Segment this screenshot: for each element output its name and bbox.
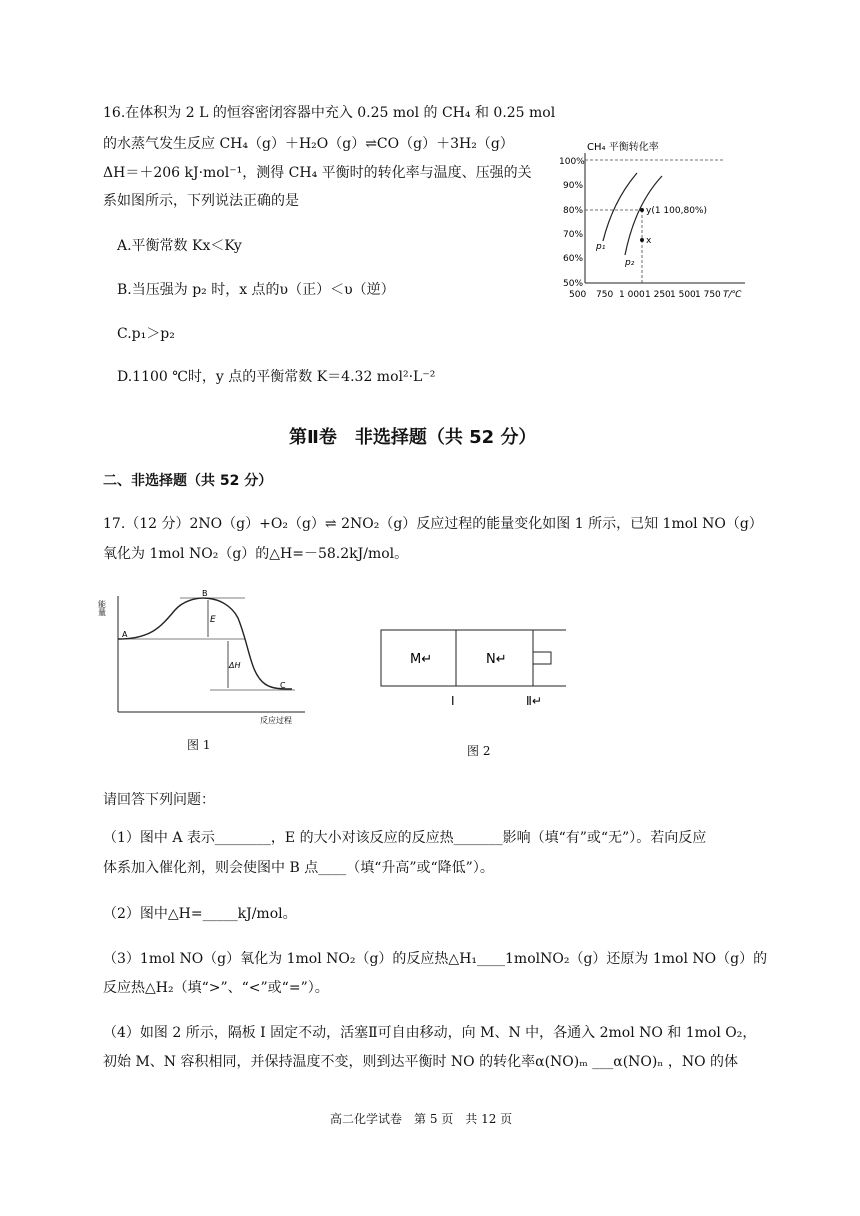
q16-option-d: D.1100 ℃时，y 点的平衡常数 K＝4.32 mol²·L⁻² xyxy=(117,369,436,385)
graph-x-tick: 1 250 xyxy=(645,290,671,300)
graph-y-tick: 100% xyxy=(559,157,585,167)
section-title: 第Ⅱ卷 非选择题（共 52 分） xyxy=(289,427,537,448)
fig1-xlabel: 反应过程 xyxy=(260,716,292,725)
label-dh: ΔH xyxy=(229,661,241,670)
label-b: B xyxy=(202,589,208,598)
graph-y-tick: 50% xyxy=(563,279,584,289)
q17-line2: 氧化为 1mol NO₂（g）的△H=－58.2kJ/mol。 xyxy=(103,546,409,562)
q17-part1-line1: （1）图中 A 表示________，E 的大小对该反应的反应热_______影响（填“有”或“无”）。若向反应 xyxy=(103,830,707,846)
q16-line3: ΔH＝＋206 kJ·mol⁻¹，测得 CH₄ 平衡时的转化率与温度、压强的关 xyxy=(103,165,532,181)
graph-x-tick: 750 xyxy=(596,290,614,300)
point-y xyxy=(640,208,644,212)
graph-x-tick: 1 500 xyxy=(670,290,696,300)
curve-p1-label: p₁ xyxy=(596,242,606,252)
container-diagram xyxy=(378,625,578,715)
point-y-label: y(1 100,80%) xyxy=(646,206,707,216)
piston-rod xyxy=(533,652,551,664)
conversion-graph xyxy=(555,133,760,308)
energy-diagram xyxy=(97,588,315,728)
label-i: I xyxy=(451,694,455,708)
q17-part3-line1: （3）1mol NO（g）氧化为 1mol NO₂（g）的反应热△H₁____1molNO₂（g）还原为 1mol NO（g）的 xyxy=(103,951,768,967)
graph-y-tick: 70% xyxy=(563,230,584,240)
graph-x-tick: 500 xyxy=(569,290,587,300)
graph-x-unit: T/℃ xyxy=(723,290,742,300)
graph-y-tick: 60% xyxy=(563,254,584,264)
energy-curve xyxy=(118,598,292,689)
section-subtitle: 二、非选择题（共 52 分） xyxy=(103,473,273,489)
page-footer: 高二化学试卷 第 5 页 共 12 页 xyxy=(330,1112,513,1126)
curve-p1 xyxy=(603,173,637,241)
q17-part4-line1: （4）如图 2 所示，隔板 I 固定不动，活塞Ⅱ可自由移动，向 M、N 中，各通入 2mol NO 和 1mol O₂， xyxy=(103,1025,757,1041)
q17-part4-line2: 初始 M、N 容积相同，并保持温度不变，则到达平衡时 NO 的转化率α(NO)ₘ ___α(NO)ₙ ，NO 的体 xyxy=(103,1054,739,1070)
q17-part1-line2: 体系加入催化剂，则会使图中 B 点____（填“升高”或“降低”）。 xyxy=(103,860,494,876)
q17-part2: （2）图中△H=_____kJ/mol。 xyxy=(103,906,297,922)
graph-x-tick: 1 000 xyxy=(619,290,645,300)
q17-part3-line2: 反应热△H₂（填“>”、“<”或“=”）。 xyxy=(103,980,329,996)
fig1-caption: 图 1 xyxy=(187,738,211,752)
q17-line1: 17.（12 分）2NO（g）+O₂（g）⇌ 2NO₂（g）反应过程的能量变化如图 1 所示，已知 1mol NO（g） xyxy=(103,516,763,532)
curve-p2-label: p₂ xyxy=(625,258,635,268)
label-c: C xyxy=(280,681,286,690)
q16-option-a: A.平衡常数 Kx＜Ky xyxy=(117,238,242,254)
graph-title: CH₄ 平衡转化率 xyxy=(587,142,659,153)
label-ii: Ⅱ↵ xyxy=(526,694,542,708)
label-m: M↵ xyxy=(410,652,433,667)
q16-option-b: B.当压强为 p₂ 时，x 点的υ（正）＜υ（逆） xyxy=(117,282,395,298)
fig2-caption: 图 2 xyxy=(467,744,491,758)
graph-x-tick: 1 750 xyxy=(695,290,721,300)
q16-option-c: C.p₁＞p₂ xyxy=(117,326,175,342)
q16-line4: 系如图所示，下列说法正确的是 xyxy=(103,193,299,209)
label-n: N↵ xyxy=(486,652,507,667)
q16-line2: 的水蒸气发生反应 CH₄（g）＋H₂O（g）⇌CO（g）＋3H₂（g） xyxy=(103,136,514,152)
fig1-ylabel: 能量 xyxy=(97,600,107,616)
q16-line1: 16.在体积为 2 L 的恒容密闭容器中充入 0.25 mol 的 CH₄ 和 0.25 mol xyxy=(103,105,556,121)
q17-prompt: 请回答下列问题： xyxy=(103,792,215,808)
graph-y-tick: 90% xyxy=(563,181,584,191)
point-x xyxy=(640,238,644,242)
point-x-label: x xyxy=(646,236,652,246)
label-a: A xyxy=(122,630,128,639)
label-e: E xyxy=(210,615,216,625)
container-body xyxy=(381,630,533,686)
graph-y-tick: 80% xyxy=(563,206,584,216)
